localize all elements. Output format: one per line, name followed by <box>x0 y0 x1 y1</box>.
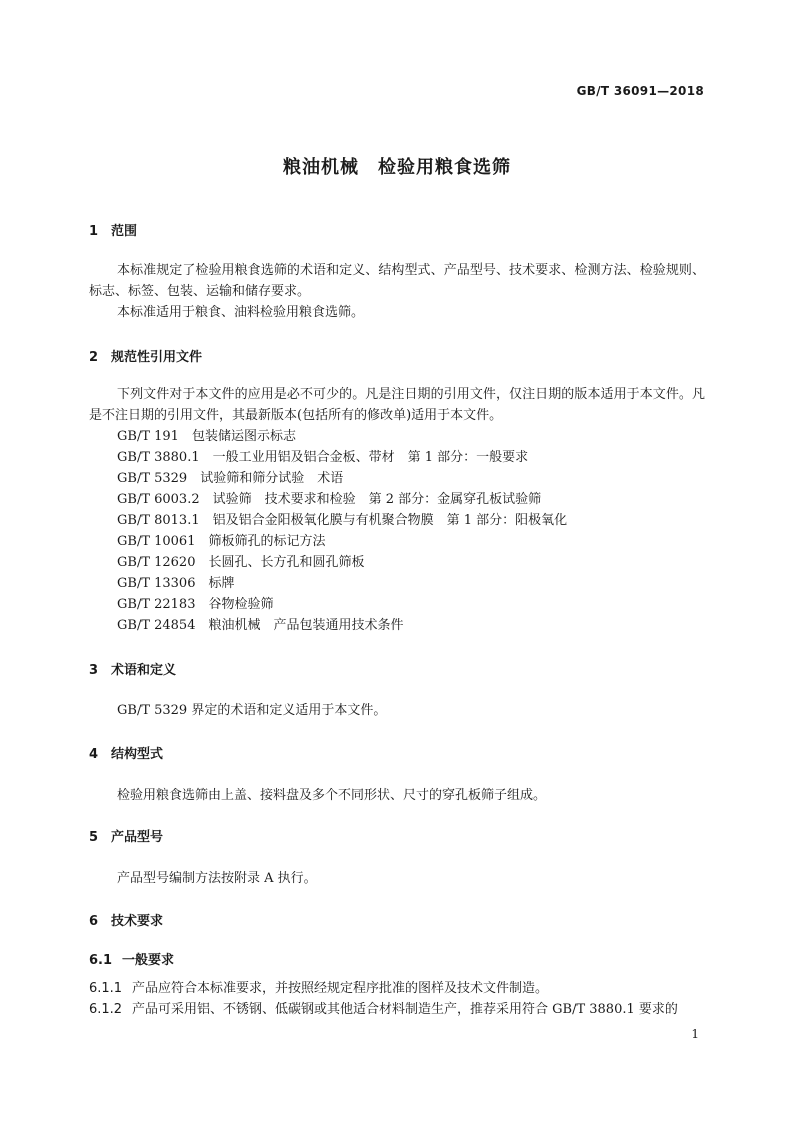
section-number: 5 <box>89 830 99 845</box>
standard-code: GB/T 36091—2018 <box>576 84 704 98</box>
subsection-title: 一般要求 <box>122 953 175 968</box>
section-title: 结构型式 <box>111 747 164 762</box>
section-3-heading <box>89 659 176 678</box>
section-4-paragraph-1: 检验用粮食选筛由上盖、接料盘及多个不同形状、尺寸的穿孔板筛子组成。 <box>117 788 547 803</box>
reference-item <box>117 489 541 510</box>
document-title: 粮油机械 检验用粮食选筛 <box>283 157 511 178</box>
ref-title: 包装储运图示标志 <box>191 429 296 444</box>
subsection-6-1-heading <box>89 949 174 968</box>
ref-title: 长圆孔、长方孔和圆孔筛板 <box>208 555 365 570</box>
section-title: 术语和定义 <box>111 663 177 678</box>
ref-title: 一般工业用铝及铝合金板、带材 第 1 部分：一般要求 <box>212 450 529 465</box>
ref-code: GB/T 6003.2 <box>117 492 200 507</box>
reference-item <box>117 426 296 447</box>
ref-code: GB/T 3880.1 <box>117 450 200 465</box>
section-1-heading <box>89 220 137 239</box>
page-number: 1 <box>691 1027 699 1041</box>
section-number: 2 <box>89 350 99 365</box>
ref-code: GB/T 12620 <box>117 555 196 570</box>
section-3-paragraph-1: GB/T 5329 界定的术语和定义适用于本文件。 <box>117 703 387 718</box>
clause-6-1-2 <box>89 999 678 1020</box>
clause-text: 产品可采用铝、不锈钢、低碳钢或其他适合材料制造生产，推荐采用符合 GB/T 3880.1 要求的 <box>132 1002 678 1017</box>
ref-code: GB/T 191 <box>117 429 179 444</box>
reference-item <box>117 468 343 489</box>
ref-title: 粮油机械 产品包装通用技术条件 <box>208 618 404 633</box>
section-1-paragraph-1: 本标准规定了检验用粮食选筛的术语和定义、结构型式、产品型号、技术要求、检测方法、检验规则、标志、标签、包装、运输和储存要求。 <box>89 263 705 299</box>
ref-code: GB/T 13306 <box>117 576 196 591</box>
section-title: 范围 <box>111 224 138 239</box>
section-title: 产品型号 <box>111 830 164 845</box>
section-6-heading <box>89 910 163 929</box>
ref-title: 筛板筛孔的标记方法 <box>208 534 326 549</box>
section-title: 规范性引用文件 <box>111 350 203 365</box>
reference-item <box>117 510 567 531</box>
section-5-paragraph-1: 产品型号编制方法按附录 A 执行。 <box>117 871 317 886</box>
ref-title: 试验筛 技术要求和检验 第 2 部分：金属穿孔板试验筛 <box>212 492 542 507</box>
clause-6-1-1 <box>89 978 548 999</box>
section-title: 技术要求 <box>111 914 164 929</box>
section-5-heading <box>89 826 163 845</box>
ref-code: GB/T 10061 <box>117 534 196 549</box>
section-2-paragraph-1: 下列文件对于本文件的应用是必不可少的。凡是注日期的引用文件，仅注日期的版本适用于本文件。凡是不注日期的引用文件，其最新版本(包括所有的修改单)适用于本文件。 <box>89 387 705 423</box>
reference-item <box>117 615 404 636</box>
ref-code: GB/T 22183 <box>117 597 196 612</box>
ref-code: GB/T 24854 <box>117 618 196 633</box>
section-4-heading <box>89 743 163 762</box>
section-number: 3 <box>89 663 99 678</box>
reference-item <box>117 594 274 615</box>
ref-title: 试验筛和筛分试验 术语 <box>200 471 344 486</box>
ref-code: GB/T 8013.1 <box>117 513 200 528</box>
clause-number: 6.1.2 <box>89 1002 123 1017</box>
ref-code: GB/T 5329 <box>117 471 188 486</box>
clause-text: 产品应符合本标准要求，并按照经规定程序批准的图样及技术文件制造。 <box>132 981 549 996</box>
ref-title: 标牌 <box>208 576 235 591</box>
section-number: 4 <box>89 747 99 762</box>
clause-number: 6.1.1 <box>89 981 123 996</box>
subsection-number: 6.1 <box>89 953 113 968</box>
ref-title: 谷物检验筛 <box>208 597 274 612</box>
reference-item <box>117 573 235 594</box>
ref-title: 铝及铝合金阳极氧化膜与有机聚合物膜 第 1 部分：阳极氧化 <box>212 513 568 528</box>
reference-item <box>117 552 365 573</box>
reference-item <box>117 531 326 552</box>
section-1-paragraph-2: 本标准适用于粮食、油料检验用粮食选筛。 <box>117 305 365 320</box>
section-2-heading <box>89 346 202 365</box>
section-number: 1 <box>89 224 99 239</box>
section-number: 6 <box>89 914 99 929</box>
reference-item <box>117 447 528 468</box>
